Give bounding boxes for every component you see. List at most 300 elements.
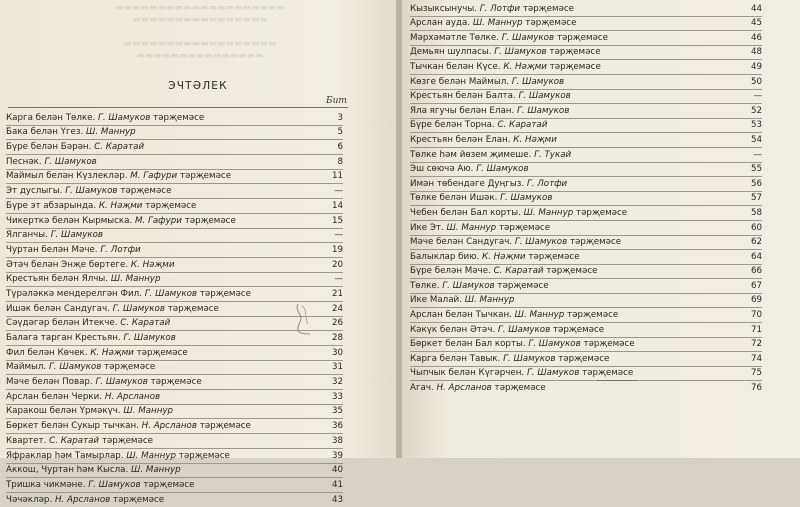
- entry-title: Чыпчык белән Күгәрчен.: [410, 368, 525, 379]
- toc-entry-text: [6, 421, 313, 432]
- toc-entry: [410, 31, 762, 46]
- entry-note: тәрҗемәсе: [583, 339, 635, 350]
- entry-author: К. Нәҗми: [98, 200, 143, 211]
- toc-entry: [6, 390, 343, 405]
- entry-page-number: 30: [331, 347, 343, 358]
- entry-author: С. Каратай: [94, 142, 145, 153]
- end-rule: [597, 380, 637, 381]
- entry-title: Бүре белән Бәрән.: [6, 142, 92, 153]
- entry-author: Г. Шамуков: [516, 105, 570, 116]
- toc-entry: [410, 90, 762, 105]
- entry-title: Бака белән Үгез.: [6, 127, 84, 138]
- entry-author: К. Нәҗми: [90, 347, 134, 358]
- entry-title: Бөркет белән Бал корты.: [410, 339, 526, 350]
- toc-entry: [410, 2, 762, 17]
- entry-author: Г. Шамуков: [144, 288, 198, 299]
- entry-title: Агач.: [410, 383, 434, 394]
- entry-title: Карга белән Тавык.: [410, 353, 501, 364]
- entry-page-number: 33: [331, 391, 343, 402]
- toc-entry-text: [6, 142, 313, 153]
- toc-entry: [410, 46, 762, 61]
- entry-author: Г. Шамуков: [442, 280, 495, 291]
- entry-title: Мәче белән Сандугач.: [410, 237, 513, 248]
- entry-page-number: 72: [750, 339, 762, 350]
- entry-author: Г. Шамуков: [476, 164, 529, 175]
- toc-entry: [410, 17, 762, 32]
- entry-title: Демьян шулпасы.: [410, 47, 492, 58]
- entry-title: Чикерткә белән Кырмыска.: [6, 215, 133, 226]
- toc-entry: [410, 119, 762, 134]
- right-page: [402, 0, 800, 458]
- entry-author: Ш. Маннур: [523, 207, 574, 218]
- entry-title: Көзге белән Маймыл.: [410, 76, 510, 87]
- entry-author: Г. Шамуков: [95, 377, 148, 388]
- entry-note: тәрҗемәсе: [570, 237, 622, 248]
- entry-title: Песнәк.: [6, 156, 42, 167]
- entry-note: тәрҗемәсе: [136, 347, 188, 358]
- entry-title: Төлке белән Ишәк.: [410, 193, 498, 204]
- entry-page-number: 54: [750, 134, 762, 145]
- entry-title: Кәкүк белән Әтәч.: [410, 324, 496, 335]
- toc-entry: [410, 192, 762, 207]
- toc-entry: [410, 148, 762, 163]
- entry-author: Г. Шамуков: [511, 76, 565, 87]
- toc-entry: [6, 170, 343, 185]
- entry-note: тәрҗемәсе: [549, 47, 601, 58]
- toc-entry-text: [6, 230, 313, 241]
- entry-note: тәрҗемәсе: [552, 324, 605, 335]
- entry-note: тәрҗемәсе: [143, 479, 195, 490]
- toc-entry-text: [410, 77, 732, 88]
- toc-entry: [6, 126, 343, 141]
- toc-entry-text: [6, 157, 313, 168]
- entry-page-number: 20: [331, 259, 343, 270]
- entry-author: Г. Шамуков: [494, 47, 547, 58]
- entry-author: Г. Шамуков: [501, 32, 555, 43]
- entry-page-number: 55: [750, 164, 762, 175]
- entry-page-number: 11: [331, 171, 343, 182]
- entry-note: тәрҗемәсе: [120, 186, 172, 197]
- entry-page-number: 3: [337, 112, 343, 123]
- toc-entry-text: [6, 274, 313, 285]
- toc-entry-text: [6, 362, 313, 373]
- toc-entry: [410, 60, 762, 75]
- entry-page-number: 5: [337, 127, 343, 138]
- entry-author: Г. Шамуков: [88, 479, 141, 490]
- entry-page-number: 8: [337, 156, 343, 167]
- toc-entry-text: [410, 223, 732, 234]
- toc-entry: [6, 478, 343, 493]
- entry-author: Ш. Маннур: [131, 465, 181, 476]
- toc-entry-text: [410, 91, 732, 102]
- entry-note: тәрҗемәсе: [184, 215, 236, 226]
- toc-entry: [6, 375, 343, 390]
- entry-page-number: 6: [337, 142, 343, 153]
- entry-author: Г. Шамуков: [497, 324, 551, 335]
- entry-title: Имән төбендәге Дуңгыз.: [410, 178, 525, 189]
- entry-page-number: —: [334, 274, 343, 285]
- entry-title: Ике Эт.: [410, 222, 444, 233]
- entry-title: Бүре белән Мәче.: [410, 266, 491, 277]
- toc-entry-text: [410, 135, 732, 146]
- toc-entry-text: [410, 325, 732, 336]
- entry-page-number: 28: [331, 333, 343, 343]
- entry-author: С. Каратай: [49, 435, 100, 446]
- entry-page-number: 74: [750, 353, 762, 364]
- bleed-through-text: ▬▬▬▬▬▬▬▬▬▬▬▬▬▬▬▬▬▬▬▬ ▬▬▬▬▬▬▬▬▬▬▬▬▬▬▬▬ ▬▬▬▬▬▬▬▬▬▬▬▬▬▬▬▬▬▬ ▬▬▬▬▬▬▬▬▬▬▬▬▬▬▬: [114, 3, 286, 61]
- entry-note: тәрҗемәсе: [150, 377, 202, 388]
- toc-entry: [6, 346, 343, 361]
- entry-author: Н. Арсланов: [104, 391, 161, 402]
- toc-entry-text: [6, 113, 313, 124]
- toc-entry-text: [6, 465, 313, 476]
- toc-entry: [6, 155, 343, 170]
- toc-entry: [410, 250, 762, 265]
- toc-entry: [410, 338, 762, 353]
- entry-author: Г. Шамуков: [514, 237, 568, 248]
- entry-title: Балыклар бию.: [410, 251, 480, 262]
- toc-entry: [6, 449, 343, 464]
- entry-page-number: 31: [331, 362, 343, 373]
- entry-page-number: —: [334, 186, 343, 197]
- entry-author: М. Гафури: [135, 215, 182, 226]
- entry-author: Г. Лотфи: [526, 178, 568, 189]
- entry-title: Төлке.: [410, 280, 440, 291]
- entry-author: Н. Арсланов: [141, 421, 197, 432]
- entry-author: Г. Шамуков: [112, 303, 165, 314]
- entry-title: Яфраклар һәм Тамырлар.: [6, 450, 124, 461]
- entry-note: тәрҗемәсе: [104, 362, 156, 373]
- entry-title: Балага тарган Крестьян.: [6, 333, 121, 343]
- toc-entry: [6, 214, 343, 229]
- entry-author: Г. Шамуков: [48, 362, 102, 373]
- entry-author: К. Нәҗми: [513, 134, 557, 145]
- toc-entry: [410, 236, 762, 251]
- entry-page-number: 49: [750, 61, 762, 72]
- entry-page-number: 35: [331, 406, 343, 417]
- entry-page-number: 32: [331, 377, 343, 388]
- entry-note: тәрҗемәсе: [113, 494, 165, 505]
- toc-entry-text: [410, 106, 732, 117]
- entry-title: Карга белән Төлке.: [6, 112, 96, 123]
- entry-page-number: 57: [750, 193, 762, 204]
- entry-page-number: 40: [331, 465, 343, 476]
- entry-note: тәрҗемәсе: [567, 310, 619, 321]
- toc-entry: [410, 308, 762, 323]
- entry-note: тәрҗемәсе: [178, 450, 230, 461]
- toc-entry: [6, 434, 343, 449]
- entry-page-number: 76: [750, 383, 762, 394]
- entry-page-number: 50: [750, 76, 762, 87]
- entry-page-number: 45: [750, 18, 762, 29]
- toc-entry: [6, 464, 343, 479]
- toc-entry-text: [410, 281, 732, 292]
- entry-page-number: 21: [331, 288, 343, 299]
- entry-title: Бүре белән Торна.: [410, 120, 495, 131]
- entry-author: Ш. Маннур: [514, 310, 565, 321]
- toc-entry: [410, 265, 762, 280]
- toc-entry-text: [6, 201, 313, 212]
- toc-entry-text: [410, 310, 732, 321]
- entry-page-number: 44: [750, 3, 762, 14]
- toc-entry-text: [6, 480, 313, 491]
- entry-author: Г. Шамуков: [65, 186, 118, 197]
- entry-note: тәрҗемәсе: [179, 171, 232, 182]
- toc-entry-text: [6, 127, 313, 138]
- entry-page-number: 48: [750, 47, 762, 58]
- toc-entry-text: [410, 4, 732, 15]
- toc-entry-text: [410, 33, 732, 44]
- entry-title: Кызыксынучы.: [410, 3, 477, 14]
- toc-list-right: [410, 2, 762, 395]
- entry-page-number: 26: [331, 318, 343, 329]
- toc-entry-text: [6, 451, 313, 462]
- entry-title: Каракош белән Үрмәкүч.: [6, 406, 121, 417]
- entry-note: тәрҗемәсе: [576, 207, 628, 218]
- entry-page-number: 41: [331, 479, 343, 490]
- entry-note: тәрҗемәсе: [549, 61, 601, 72]
- entry-title: Маймыл белән Күзлекләр.: [6, 171, 128, 182]
- entry-note: тәрҗемәсе: [522, 3, 574, 14]
- entry-title: Бүре эт абзарында.: [6, 200, 97, 211]
- entry-author: К. Нәҗми: [503, 61, 547, 72]
- toc-entry: [6, 258, 343, 273]
- entry-page-number: 38: [331, 435, 343, 446]
- toc-entry: [410, 279, 762, 294]
- entry-page-number: 14: [331, 200, 343, 211]
- toc-entry-text: [410, 164, 732, 175]
- entry-author: Г. Шамуков: [500, 193, 553, 204]
- entry-author: Ш. Маннур: [86, 127, 136, 138]
- entry-title: Сәүдәгәр белән Итекче.: [6, 318, 118, 329]
- entry-note: тәрҗемәсе: [556, 32, 609, 43]
- entry-title: Тычкан белән Күсе.: [410, 61, 501, 72]
- entry-title: Бөркет белән Сукыр тычкан.: [6, 421, 139, 432]
- toc-entry-text: [6, 216, 313, 227]
- entry-title: Ялганчы.: [6, 230, 48, 241]
- header-rule: [8, 107, 348, 108]
- entry-author: С. Каратай: [493, 266, 544, 277]
- toc-entry-text: [410, 18, 732, 29]
- toc-entry-text: [6, 436, 313, 447]
- toc-entry-text: [410, 120, 732, 131]
- entry-page-number: 70: [750, 310, 762, 321]
- entry-page-number: 60: [750, 222, 762, 233]
- toc-entry: [6, 273, 343, 288]
- toc-entry: [410, 104, 762, 119]
- entry-author: Г. Лотфи: [100, 244, 141, 255]
- toc-entry-text: [410, 208, 732, 219]
- toc-entry: [410, 206, 762, 221]
- entry-title: Маймыл.: [6, 362, 47, 373]
- toc-entry-text: [410, 266, 732, 277]
- toc-entry: [410, 133, 762, 148]
- entry-author: Г. Шамуков: [503, 353, 556, 364]
- entry-author: Ш. Маннур: [472, 18, 523, 29]
- entry-title: Чебен белән Бал корты.: [410, 207, 521, 218]
- entry-page-number: 56: [750, 178, 762, 189]
- entry-page-number: 53: [750, 120, 762, 131]
- entry-title: Түрәләккә мендерелгән Фил.: [6, 288, 142, 299]
- toc-entry: [410, 367, 762, 382]
- entry-title: Тришка чикмәне.: [6, 479, 86, 490]
- entry-title: Арслан белән Черки.: [6, 391, 103, 402]
- entry-page-number: —: [753, 149, 762, 160]
- entry-note: тәрҗемәсе: [582, 368, 634, 379]
- toc-entry: [410, 163, 762, 178]
- entry-author: Г. Шамуков: [526, 368, 580, 379]
- entry-author: Г. Шамуков: [98, 112, 151, 123]
- entry-title: Эш сөючә Аю.: [410, 164, 474, 175]
- left-page: [0, 0, 396, 505]
- entry-page-number: 15: [331, 215, 343, 226]
- entry-author: Г. Шамуков: [123, 333, 176, 343]
- toc-entry: [410, 221, 762, 236]
- entry-author: Н. Арсланов: [436, 383, 492, 394]
- entry-page-number: 36: [331, 421, 343, 432]
- entry-title: Мәрхәмәтле Төлке.: [410, 32, 499, 43]
- toc-entry-text: [410, 62, 732, 73]
- toc-entry: [6, 493, 343, 507]
- page-column-header: Бит: [326, 96, 347, 106]
- entry-note: тәрҗемәсе: [546, 266, 598, 277]
- entry-author: Н. Арсланов: [54, 494, 111, 505]
- entry-note: тәрҗемәсе: [199, 288, 251, 299]
- entry-note: тәрҗемәсе: [497, 280, 549, 291]
- toc-entry-text: [410, 47, 732, 58]
- toc-entry: [410, 381, 762, 395]
- toc-entry: [6, 111, 343, 126]
- entry-title: Крестьян белән Балта.: [410, 91, 516, 102]
- entry-title: Әтәч белән Энҗе бөртеге.: [6, 259, 129, 270]
- entry-page-number: —: [753, 91, 762, 102]
- entry-page-number: 67: [750, 280, 762, 291]
- toc-entry: [6, 361, 343, 376]
- entry-page-number: 58: [750, 207, 762, 218]
- entry-author: Ш. Маннур: [110, 274, 161, 285]
- toc-entry: [410, 352, 762, 367]
- entry-page-number: 46: [750, 32, 762, 43]
- toc-entry-text: [410, 150, 732, 161]
- entry-author: Ш. Маннур: [126, 450, 177, 461]
- toc-entry: [410, 294, 762, 309]
- toc-entry: [6, 419, 343, 434]
- toc-entry-text: [6, 392, 313, 403]
- entry-page-number: 43: [331, 494, 343, 505]
- toc-entry: [6, 405, 343, 420]
- entry-title: Арслан ауда.: [410, 18, 471, 29]
- entry-title: Чәчәкләр.: [6, 494, 53, 505]
- entry-author: М. Гафури: [130, 171, 178, 182]
- toc-entry-text: [6, 333, 313, 344]
- entry-title: Яла ягучы белән Елан.: [410, 105, 515, 116]
- toc-entry-text: [410, 295, 732, 306]
- entry-note: тәрҗемәсе: [525, 18, 577, 29]
- entry-title: Мәче белән Повар.: [6, 377, 93, 388]
- toc-entry-text: [6, 406, 313, 417]
- entry-note: тәрҗемәсе: [145, 200, 197, 211]
- entry-author: Г. Лотфи: [479, 3, 521, 14]
- entry-page-number: 24: [331, 303, 343, 314]
- toc-entry-text: [410, 368, 732, 379]
- toc-entry: [6, 140, 343, 155]
- entry-page-number: —: [334, 230, 343, 241]
- toc-entry-text: [6, 495, 313, 506]
- entry-page-number: 39: [331, 450, 343, 461]
- toc-entry: [6, 229, 343, 244]
- entry-title: Чуртан белән Мәче.: [6, 244, 98, 255]
- toc-entry-text: [6, 245, 313, 256]
- entry-author: Ш. Маннур: [446, 222, 497, 233]
- entry-author: Г. Тукай: [534, 149, 572, 160]
- entry-page-number: 66: [750, 266, 762, 277]
- entry-author: К. Нәҗми: [130, 259, 175, 270]
- toc-entry-text: [6, 186, 313, 197]
- toc-entry-text: [6, 289, 313, 300]
- entry-title: Аккош, Чуртан һәм Кысла.: [6, 465, 129, 476]
- entry-note: тәрҗемәсе: [101, 435, 153, 446]
- entry-note: тәрҗемәсе: [199, 421, 251, 432]
- entry-author: Г. Шамуков: [50, 230, 104, 241]
- toc-entry-text: [410, 237, 732, 248]
- entry-note: тәрҗемәсе: [153, 112, 205, 123]
- entry-title: Фил белән Көчек.: [6, 347, 88, 358]
- entry-title: Крестьян белән Ялчы.: [6, 274, 109, 285]
- toc-entry-text: [410, 179, 732, 190]
- entry-author: Г. Шамуков: [518, 91, 571, 102]
- toc-entry: [410, 177, 762, 192]
- toc-entry: [6, 184, 343, 199]
- entry-page-number: 75: [750, 368, 762, 379]
- toc-entry: [410, 75, 762, 90]
- entry-author: Г. Шамуков: [528, 339, 581, 350]
- entry-title: Эт дуслыгы.: [6, 186, 63, 197]
- toc-entry: [6, 199, 343, 214]
- toc-entry-text: [410, 252, 732, 263]
- pencil-mark-icon: [292, 300, 318, 338]
- entry-note: тәрҗемәсе: [494, 383, 546, 394]
- entry-page-number: 62: [750, 237, 762, 248]
- entry-author: С. Каратай: [497, 120, 548, 131]
- entry-page-number: 52: [750, 105, 762, 116]
- entry-title: Ике Малай.: [410, 295, 462, 306]
- entry-title: Крестьян белән Елан.: [410, 134, 511, 145]
- entry-author: Г. Шамуков: [44, 156, 97, 167]
- toc-entry-text: [6, 171, 313, 182]
- toc-entry: [410, 323, 762, 338]
- entry-author: Ш. Маннур: [123, 406, 174, 417]
- toc-entry-text: [6, 348, 313, 359]
- entry-page-number: 19: [331, 244, 343, 255]
- toc-entry: [6, 243, 343, 258]
- contents-title: ЭЧТӘЛЕК: [168, 80, 228, 92]
- entry-title: Төлке һәм йөзем җимеше.: [410, 149, 532, 160]
- entry-title: Квартет.: [6, 435, 47, 446]
- toc-entry-text: [410, 383, 732, 394]
- entry-author: С. Каратай: [120, 318, 171, 329]
- entry-page-number: 71: [750, 324, 762, 335]
- entry-author: К. Нәҗми: [481, 251, 526, 262]
- toc-entry-text: [6, 318, 313, 329]
- entry-note: тәрҗемәсе: [558, 353, 610, 364]
- toc-entry-text: [410, 339, 732, 350]
- entry-page-number: 64: [750, 251, 762, 262]
- toc-entry-text: [6, 377, 313, 388]
- toc-entry-text: [6, 260, 313, 271]
- toc-entry-text: [410, 354, 732, 365]
- entry-note: тәрҗемәсе: [167, 303, 219, 314]
- entry-note: тәрҗемәсе: [528, 251, 580, 262]
